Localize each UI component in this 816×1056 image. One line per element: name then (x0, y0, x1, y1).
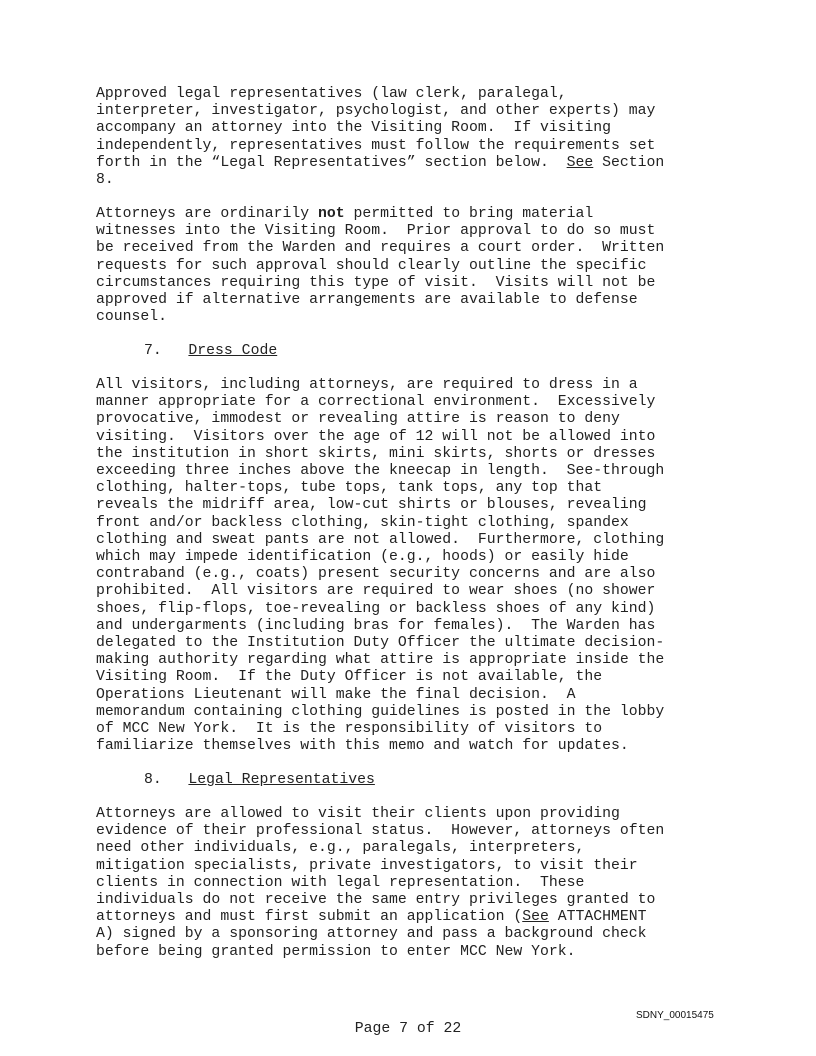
see-attachment-reference: See (522, 909, 549, 926)
paragraph-legal-representatives: Attorneys are allowed to visit their clients upon providing evidence of their professional status. However, attorneys often need other individuals, e.g., paralegals, interpreters, mitigation specialists, private investigators, to visit their clients in connection with legal representation. These individuals do not receive the same entry privileges granted to attorneys and must first submit an application (See ATTACHMENT A) signed by a sponsoring attorney and pass a background check before being granted permission to enter MCC New York. (96, 806, 665, 960)
section-heading-legal-representatives: 8. Legal Representatives (144, 772, 375, 788)
bates-number: SDNY_00015475 (636, 1010, 714, 1021)
page-number: Page 7 of 22 (354, 1021, 462, 1037)
section-heading-dress-code: 7. Dress Code (144, 343, 278, 359)
see-reference: See (566, 154, 594, 171)
paragraph-material-witnesses: Attorneys are ordinarily not permitted to bring material witnesses into the Visiting Room. Prior approval to do so must be received from the Warden and requires a court order. Written requests for such approval should clearly outline the specific circumstances requiring this type of visit. Visits will not be approved if alternative arrangements are available to defense counsel. (96, 206, 665, 326)
section-title-legal-representatives: Legal Representatives (188, 772, 375, 788)
emphasis-not: not (318, 206, 345, 222)
paragraph-dress-code: All visitors, including attorneys, are required to dress in a manner appropriate for a correctional environment. Excessively provocative, immodest or revealing attire is reason to deny visiting. Visitors over the age of 12 will not be allowed into the institution in short skirts, mini skirts, shorts or dresses exceeding three inches above the kneecap in length. See-through clothing, halter-tops, tube tops, tank tops, any top that reveals the midriff area, low-cut shirts or blouses, revealing front and/or backless clothing, skin-tight clothing, spandex clothing and sweat pants are not allowed. Furthermore, clothing which may impede identification (e.g., hoods) or easily hide contraband (e.g., coats) present security concerns and are also prohibited. All visitors are required to wear shoes (no shower shoes, flip-flops, toe-revealing or backless shoes of any kind) and undergarments (including bras for females). The Warden has delegated to the Institution Duty Officer the ultimate decision- making authority regarding what attire is appropriate inside the Visiting Room. If the Duty Officer is not available, the Operations Lieutenant will make the final decision. A memorandum containing clothing guidelines is posted in the lobby of MCC New York. It is the responsibility of visitors to familiarize themselves with this memo and watch for updates. (96, 377, 665, 755)
section-title-dress-code: Dress Code (188, 343, 278, 359)
paragraph-legal-representatives-accompany: Approved legal representatives (law clerk, paralegal, interpreter, investigator, psychologist, and other experts) may accompany an attorney into the Visiting Room. If visiting independently, representatives must follow the requirements set forth in the “Legal Representatives” section below. See Section 8. (96, 86, 665, 189)
